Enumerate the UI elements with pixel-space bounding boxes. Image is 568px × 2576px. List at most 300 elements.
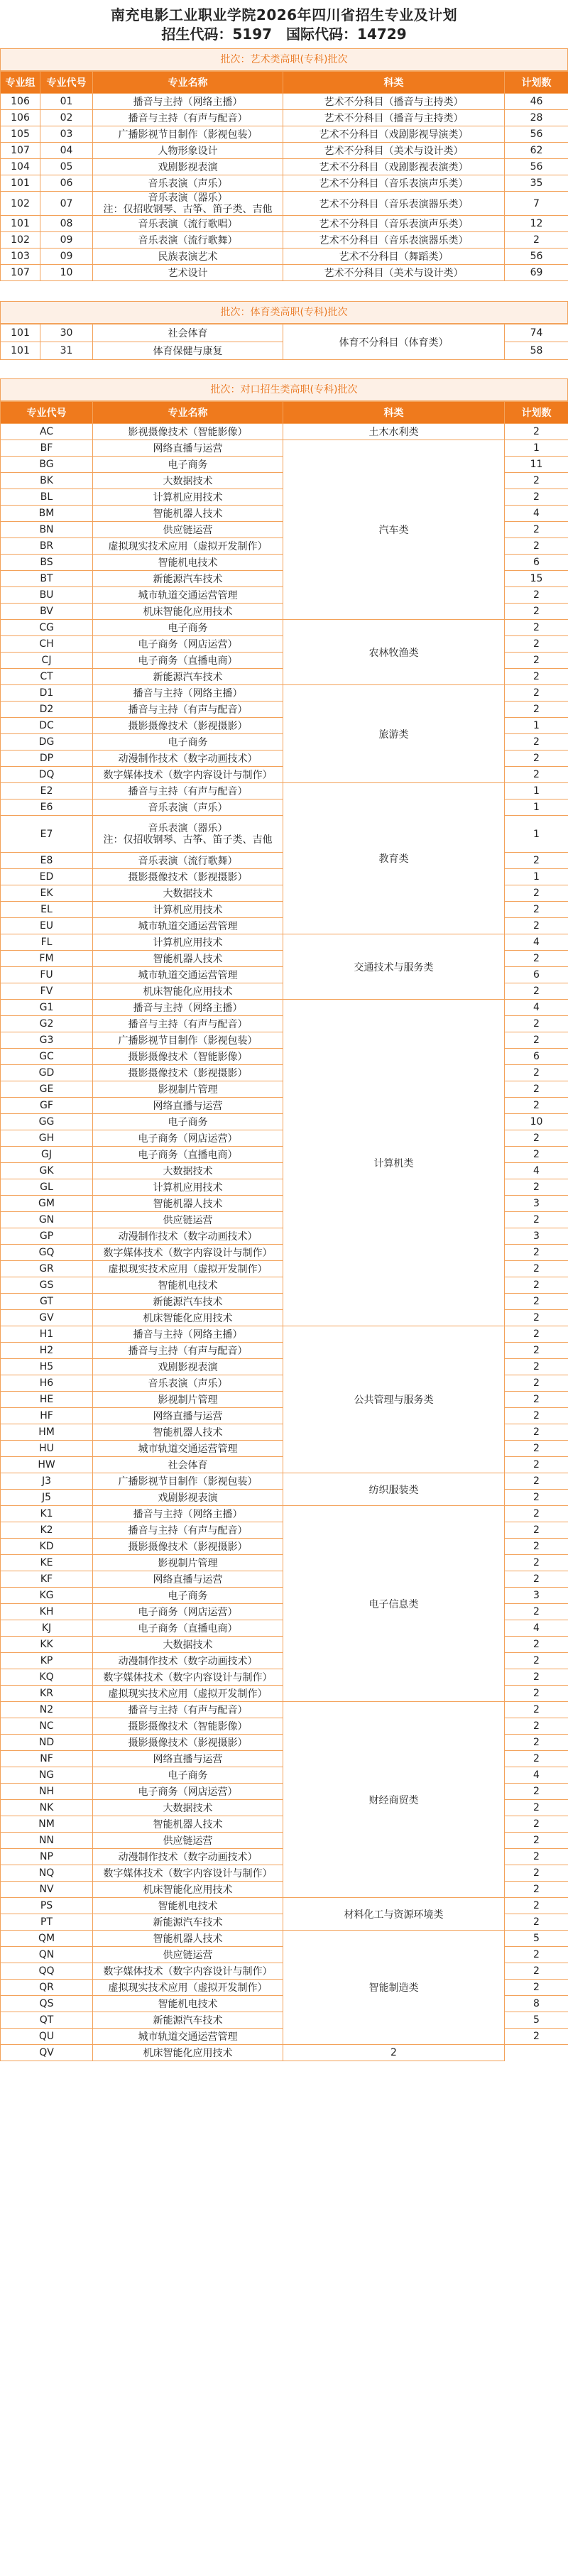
plan-cell: 2 <box>505 1179 568 1196</box>
plan-cell: 2 <box>505 1326 568 1343</box>
major-cell: 机床智能化应用技术 <box>93 1882 283 1898</box>
major-cell: 电子商务 <box>93 457 283 473</box>
col-header: 计划数 <box>505 402 568 424</box>
plan-cell: 4 <box>505 1767 568 1784</box>
major-cell: 网络直播与运营 <box>93 1408 283 1424</box>
code-cell: KE <box>1 1555 93 1571</box>
code-cell: CT <box>1 669 93 685</box>
code-cell: AC <box>1 424 93 440</box>
plan-cell: 2 <box>505 1359 568 1375</box>
major-cell: 影视制片管理 <box>93 1081 283 1098</box>
plan-cell: 56 <box>505 159 568 175</box>
code-cell: FV <box>1 983 93 1000</box>
major-cell: 音乐表演（声乐） <box>93 175 283 192</box>
major-cell: 音乐表演（流行歌舞） <box>93 232 283 249</box>
major-cell: 影视摄像技术（智能影像） <box>93 424 283 440</box>
category-cell: 财经商贸类 <box>283 1702 505 1898</box>
plan-cell: 2 <box>505 1898 568 1914</box>
code-cell: NP <box>1 1849 93 1865</box>
plan-cell: 2 <box>505 1081 568 1098</box>
code-cell: KJ <box>1 1620 93 1637</box>
code-cell: GH <box>1 1130 93 1147</box>
code-cell: 10 <box>40 265 93 281</box>
code-cell: EU <box>1 918 93 934</box>
major-cell: 电子商务 <box>93 1588 283 1604</box>
major-cell: 电子商务（网店运营） <box>93 1784 283 1800</box>
plan-cell: 2 <box>505 885 568 902</box>
table-row <box>1 126 568 143</box>
plan-cell: 2 <box>505 1849 568 1865</box>
major-cell: 供应链运营 <box>93 1212 283 1228</box>
code-cell: H5 <box>1 1359 93 1375</box>
table-row <box>1 1898 568 1914</box>
major-cell: 广播影视节目制作（影视包装） <box>93 1473 283 1490</box>
batch-banner-art: 批次：艺术类高职(专科)批次 <box>0 48 568 71</box>
code-cell: 02 <box>40 110 93 126</box>
plan-cell: 6 <box>505 1049 568 1065</box>
plan-cell: 2 <box>505 918 568 934</box>
plan-cell: 8 <box>505 1996 568 2012</box>
code-cell: BR <box>1 538 93 555</box>
table-row <box>1 440 568 457</box>
code-cell: QS <box>1 1996 93 2012</box>
category-cell: 农林牧渔类 <box>283 620 505 685</box>
code-cell: KG <box>1 1588 93 1604</box>
plan-cell: 2 <box>505 1914 568 1931</box>
major-cell: 播音与主持（有声与配音） <box>93 783 283 799</box>
major-cell: 摄影摄像技术（影视摄影） <box>93 1065 283 1081</box>
major-cell: 数字媒体技术（数字内容设计与制作） <box>93 1963 283 1980</box>
major-cell: 摄影摄像技术（影视摄影） <box>93 1735 283 1751</box>
plan-cell: 2 <box>505 232 568 249</box>
table-row <box>1 143 568 159</box>
plan-cell: 2 <box>505 604 568 620</box>
major-cell: 智能机器人技术 <box>93 1931 283 1947</box>
major-cell: 电子商务 <box>93 1114 283 1130</box>
code-cell: GK <box>1 1163 93 1179</box>
code-cell: 06 <box>40 175 93 192</box>
major-cell: 摄影摄像技术（影视摄影） <box>93 869 283 885</box>
category-cell: 土木水利类 <box>283 424 505 440</box>
major-cell: 戏剧影视表演 <box>93 159 283 175</box>
code-cell: K1 <box>1 1506 93 1522</box>
code-cell: QV <box>1 2045 93 2061</box>
major-cell: 智能机器人技术 <box>93 506 283 522</box>
plan-cell: 3 <box>505 1588 568 1604</box>
code-cell: DC <box>1 718 93 734</box>
plan-cell: 2 <box>505 1098 568 1114</box>
plan-cell: 2 <box>505 1441 568 1457</box>
code-cell: 04 <box>40 143 93 159</box>
group-cell: 107 <box>1 265 40 281</box>
major-cell: 电子商务 <box>93 1767 283 1784</box>
code-cell: GJ <box>1 1147 93 1163</box>
category-cell: 艺术不分科目（戏剧影视导演类） <box>283 126 505 143</box>
major-cell: 播音与主持（有声与配音） <box>93 110 283 126</box>
code-cell: BN <box>1 522 93 538</box>
table-row <box>1 232 568 249</box>
plan-cell: 2 <box>505 1343 568 1359</box>
code-cell: GG <box>1 1114 93 1130</box>
major-cell: 动漫制作技术（数字动画技术） <box>93 1653 283 1669</box>
major-cell: 摄影摄像技术（智能影像） <box>93 1718 283 1735</box>
plan-cell: 4 <box>505 1163 568 1179</box>
code-cell: E6 <box>1 799 93 816</box>
major-cell: 音乐表演（器乐） 注：仅招收钢琴、古筝、笛子类、吉他 <box>93 192 283 216</box>
plan-cell: 2 <box>505 1718 568 1735</box>
major-cell: 广播影视节目制作（影视包装） <box>93 1032 283 1049</box>
code-cell: 08 <box>40 216 93 232</box>
plan-cell: 2 <box>505 1555 568 1571</box>
plan-cell: 2 <box>505 1277 568 1294</box>
category-cell: 艺术不分科目（美术与设计类） <box>283 265 505 281</box>
group-cell: 105 <box>1 126 40 143</box>
code-cell: E8 <box>1 853 93 869</box>
school-codes: 招生代码：5197 国际代码：14729 <box>161 26 407 43</box>
code-cell: 07 <box>40 192 93 216</box>
plan-cell: 2 <box>505 653 568 669</box>
plan-cell: 2 <box>505 1882 568 1898</box>
group-cell: 106 <box>1 94 40 110</box>
plan-cell: 5 <box>505 1931 568 1947</box>
code-cell: FL <box>1 934 93 951</box>
plan-cell: 2 <box>505 1147 568 1163</box>
code-cell: BK <box>1 473 93 489</box>
table-row <box>1 324 568 342</box>
major-cell: 虚拟现实技术应用（虚拟开发制作） <box>93 1686 283 1702</box>
code-cell: NH <box>1 1784 93 1800</box>
code-cell: NG <box>1 1767 93 1784</box>
table-row <box>1 1473 568 1490</box>
group-cell: 101 <box>1 342 40 360</box>
plan-cell: 2 <box>505 1751 568 1767</box>
plan-cell: 58 <box>505 342 568 360</box>
group-cell: 104 <box>1 159 40 175</box>
plan-cell: 12 <box>505 216 568 232</box>
major-cell: 大数据技术 <box>93 473 283 489</box>
code-cell: ED <box>1 869 93 885</box>
plan-cell: 2 <box>505 538 568 555</box>
code-cell: KR <box>1 1686 93 1702</box>
code-cell: KF <box>1 1571 93 1588</box>
batch-banner-sport: 批次：体育类高职(专科)批次 <box>0 301 568 324</box>
major-cell: 供应链运营 <box>93 1833 283 1849</box>
plan-cell: 2 <box>505 1375 568 1392</box>
plan-cell: 2 <box>505 1604 568 1620</box>
plan-cell: 2 <box>283 2045 505 2061</box>
plan-cell: 56 <box>505 126 568 143</box>
group-cell: 101 <box>1 216 40 232</box>
plan-cell: 11 <box>505 457 568 473</box>
code-cell: GT <box>1 1294 93 1310</box>
table-row <box>1 934 568 951</box>
major-cell: 数字媒体技术（数字内容设计与制作） <box>93 1245 283 1261</box>
code-cell: QQ <box>1 1963 93 1980</box>
major-cell: 电子商务（网店运营） <box>93 1130 283 1147</box>
major-cell: 电子商务（直播电商） <box>93 653 283 669</box>
major-cell: 城市轨道交通运营管理 <box>93 1441 283 1457</box>
table-row <box>1 192 568 216</box>
code-cell: BF <box>1 440 93 457</box>
table-row <box>1 1000 568 1016</box>
plan-cell: 2 <box>505 685 568 702</box>
major-cell: 虚拟现实技术应用（虚拟开发制作） <box>93 538 283 555</box>
table-row <box>1 175 568 192</box>
major-cell: 音乐表演（声乐） <box>93 1375 283 1392</box>
table-row <box>1 1702 568 1718</box>
code-cell: BS <box>1 555 93 571</box>
code-cell: BG <box>1 457 93 473</box>
sport-table <box>0 324 568 360</box>
table-row <box>1 2045 568 2061</box>
major-cell: 民族表演艺术 <box>93 249 283 265</box>
major-cell: 摄影摄像技术（影视摄影） <box>93 718 283 734</box>
code-cell: GN <box>1 1212 93 1228</box>
category-cell: 计算机类 <box>283 1000 505 1326</box>
major-cell: 供应链运营 <box>93 1947 283 1963</box>
art-table <box>0 71 568 281</box>
plan-cell: 35 <box>505 175 568 192</box>
major-cell: 播音与主持（网络主播） <box>93 685 283 702</box>
plan-cell: 2 <box>505 1784 568 1800</box>
major-cell: 计算机应用技术 <box>93 489 283 506</box>
code-cell: GL <box>1 1179 93 1196</box>
code-cell: FM <box>1 951 93 967</box>
major-cell: 城市轨道交通运营管理 <box>93 2029 283 2045</box>
major-cell: 虚拟现实技术应用（虚拟开发制作） <box>93 1261 283 1277</box>
major-cell: 音乐表演（器乐） 注：仅招收钢琴、古筝、笛子类、吉他 <box>93 816 283 853</box>
major-cell: 智能机器人技术 <box>93 1196 283 1212</box>
major-cell: 动漫制作技术（数字动画技术） <box>93 751 283 767</box>
major-cell: 播音与主持（有声与配音） <box>93 1343 283 1359</box>
plan-cell: 2 <box>505 1408 568 1424</box>
code-cell: KP <box>1 1653 93 1669</box>
plan-cell: 6 <box>505 555 568 571</box>
category-cell: 汽车类 <box>283 440 505 620</box>
plan-cell: 2 <box>505 473 568 489</box>
code-cell: D2 <box>1 702 93 718</box>
plan-cell: 2 <box>505 951 568 967</box>
major-cell: 播音与主持（有声与配音） <box>93 1702 283 1718</box>
major-cell: 电子商务 <box>93 734 283 751</box>
col-header: 专业组 <box>1 72 40 94</box>
code-cell: 01 <box>40 94 93 110</box>
group-cell: 102 <box>1 192 40 216</box>
table-row <box>1 620 568 636</box>
table-row <box>1 159 568 175</box>
code-cell: QM <box>1 1931 93 1947</box>
code-cell: J5 <box>1 1490 93 1506</box>
plan-cell: 69 <box>505 265 568 281</box>
code-cell: DQ <box>1 767 93 783</box>
code-cell: EL <box>1 902 93 918</box>
col-header: 专业名称 <box>93 72 283 94</box>
plan-cell: 74 <box>505 324 568 342</box>
code-cell: DP <box>1 751 93 767</box>
major-cell: 机床智能化应用技术 <box>93 2045 283 2061</box>
code-cell: DG <box>1 734 93 751</box>
plan-cell: 2 <box>505 1473 568 1490</box>
category-cell: 智能制造类 <box>283 1931 505 2045</box>
table-row <box>1 1506 568 1522</box>
code-cell: GP <box>1 1228 93 1245</box>
plan-cell: 2 <box>505 1130 568 1147</box>
plan-cell: 1 <box>505 783 568 799</box>
plan-cell: 28 <box>505 110 568 126</box>
code-cell: GE <box>1 1081 93 1098</box>
category-cell: 艺术不分科目（音乐表演器乐类） <box>283 232 505 249</box>
plan-cell: 2 <box>505 424 568 440</box>
page-title: 南充电影工业职业学院2026年四川省招生专业及计划 <box>110 6 458 23</box>
col-header: 专业代号 <box>1 402 93 424</box>
group-cell: 106 <box>1 110 40 126</box>
plan-cell: 2 <box>505 767 568 783</box>
major-cell: 机床智能化应用技术 <box>93 983 283 1000</box>
major-cell: 广播影视节目制作（影视包装） <box>93 126 283 143</box>
major-cell: 播音与主持（有声与配音） <box>93 1522 283 1539</box>
plan-cell: 2 <box>505 489 568 506</box>
major-cell: 影视制片管理 <box>93 1555 283 1571</box>
col-header: 专业名称 <box>93 402 283 424</box>
code-cell: QU <box>1 2029 93 2045</box>
code-cell: K2 <box>1 1522 93 1539</box>
major-cell: 新能源汽车技术 <box>93 669 283 685</box>
major-cell: 体育保健与康复 <box>93 342 283 360</box>
code-cell: EK <box>1 885 93 902</box>
plan-cell: 2 <box>505 1833 568 1849</box>
plan-cell: 2 <box>505 853 568 869</box>
code-cell: GS <box>1 1277 93 1294</box>
major-cell: 电子商务 <box>93 620 283 636</box>
code-cell: H6 <box>1 1375 93 1392</box>
plan-cell: 2 <box>505 1865 568 1882</box>
major-cell: 人物形象设计 <box>93 143 283 159</box>
major-cell: 大数据技术 <box>93 1637 283 1653</box>
major-cell: 大数据技术 <box>93 885 283 902</box>
code-cell: GC <box>1 1049 93 1065</box>
code-cell: NV <box>1 1882 93 1898</box>
category-cell: 公共管理与服务类 <box>283 1326 505 1473</box>
plan-cell: 2 <box>505 1032 568 1049</box>
code-cell: 03 <box>40 126 93 143</box>
plan-cell: 2 <box>505 1800 568 1816</box>
major-cell: 城市轨道交通运营管理 <box>93 587 283 604</box>
col-header: 科类 <box>283 402 505 424</box>
code-cell: NK <box>1 1800 93 1816</box>
group-cell: 107 <box>1 143 40 159</box>
major-cell: 戏剧影视表演 <box>93 1490 283 1506</box>
category-cell: 交通技术与服务类 <box>283 934 505 1000</box>
code-cell: GV <box>1 1310 93 1326</box>
plan-cell: 2 <box>505 1490 568 1506</box>
code-cell: BT <box>1 571 93 587</box>
major-cell: 音乐表演（流行歌舞） <box>93 853 283 869</box>
plan-cell: 2 <box>505 1212 568 1228</box>
major-cell: 社会体育 <box>93 324 283 342</box>
code-cell: NN <box>1 1833 93 1849</box>
code-cell: GQ <box>1 1245 93 1261</box>
code-cell: FU <box>1 967 93 983</box>
major-cell: 数字媒体技术（数字内容设计与制作） <box>93 1865 283 1882</box>
major-cell: 戏剧影视表演 <box>93 1359 283 1375</box>
category-cell: 教育类 <box>283 783 505 934</box>
major-cell: 网络直播与运营 <box>93 1571 283 1588</box>
major-cell: 音乐表演（声乐） <box>93 799 283 816</box>
plan-cell: 2 <box>505 1294 568 1310</box>
plan-cell: 2 <box>505 636 568 653</box>
major-cell: 播音与主持（网络主播） <box>93 94 283 110</box>
plan-cell: 2 <box>505 669 568 685</box>
category-cell: 材料化工与资源环境类 <box>283 1898 505 1931</box>
major-cell: 大数据技术 <box>93 1800 283 1816</box>
major-cell: 计算机应用技术 <box>93 1179 283 1196</box>
group-cell: 101 <box>1 175 40 192</box>
plan-cell: 2 <box>505 620 568 636</box>
major-cell: 智能机器人技术 <box>93 1424 283 1441</box>
table-row <box>1 1931 568 1947</box>
major-cell: 艺术设计 <box>93 265 283 281</box>
major-cell: 播音与主持（网络主播） <box>93 1506 283 1522</box>
plan-cell: 2 <box>505 1571 568 1588</box>
major-cell: 计算机应用技术 <box>93 902 283 918</box>
plan-cell: 2 <box>505 1261 568 1277</box>
table-row <box>1 110 568 126</box>
major-cell: 网络直播与运营 <box>93 1098 283 1114</box>
plan-cell: 2 <box>505 1686 568 1702</box>
plan-cell: 1 <box>505 869 568 885</box>
plan-cell: 2 <box>505 1424 568 1441</box>
major-cell: 智能机电技术 <box>93 1277 283 1294</box>
major-cell: 播音与主持（有声与配音） <box>93 702 283 718</box>
code-cell: BU <box>1 587 93 604</box>
vocational-table <box>0 401 568 2061</box>
major-cell: 网络直播与运营 <box>93 440 283 457</box>
code-cell: GR <box>1 1261 93 1277</box>
plan-cell: 2 <box>505 1522 568 1539</box>
plan-cell: 2 <box>505 751 568 767</box>
category-cell: 艺术不分科目（音乐表演声乐类） <box>283 175 505 192</box>
code-cell: NF <box>1 1751 93 1767</box>
category-cell: 艺术不分科目（美术与设计类） <box>283 143 505 159</box>
plan-cell: 2 <box>505 1963 568 1980</box>
plan-cell: 7 <box>505 192 568 216</box>
plan-cell: 1 <box>505 799 568 816</box>
table-row <box>1 783 568 799</box>
code-cell: G2 <box>1 1016 93 1032</box>
major-cell: 智能机器人技术 <box>93 1816 283 1833</box>
code-cell: 30 <box>40 324 93 342</box>
category-cell: 旅游类 <box>283 685 505 783</box>
code-cell: NC <box>1 1718 93 1735</box>
major-cell: 电子商务（网店运营） <box>93 1604 283 1620</box>
table-row <box>1 1326 568 1343</box>
table-row <box>1 216 568 232</box>
plan-cell: 2 <box>505 734 568 751</box>
plan-cell: 2 <box>505 1947 568 1963</box>
plan-cell: 46 <box>505 94 568 110</box>
code-cell: BL <box>1 489 93 506</box>
major-cell: 社会体育 <box>93 1457 283 1473</box>
code-cell: CG <box>1 620 93 636</box>
plan-cell: 2 <box>505 2029 568 2045</box>
plan-cell: 1 <box>505 440 568 457</box>
code-cell: G3 <box>1 1032 93 1049</box>
plan-cell: 4 <box>505 1000 568 1016</box>
major-cell: 智能机电技术 <box>93 1996 283 2012</box>
major-cell: 虚拟现实技术应用（虚拟开发制作） <box>93 1980 283 1996</box>
code-cell: QR <box>1 1980 93 1996</box>
plan-cell: 56 <box>505 249 568 265</box>
